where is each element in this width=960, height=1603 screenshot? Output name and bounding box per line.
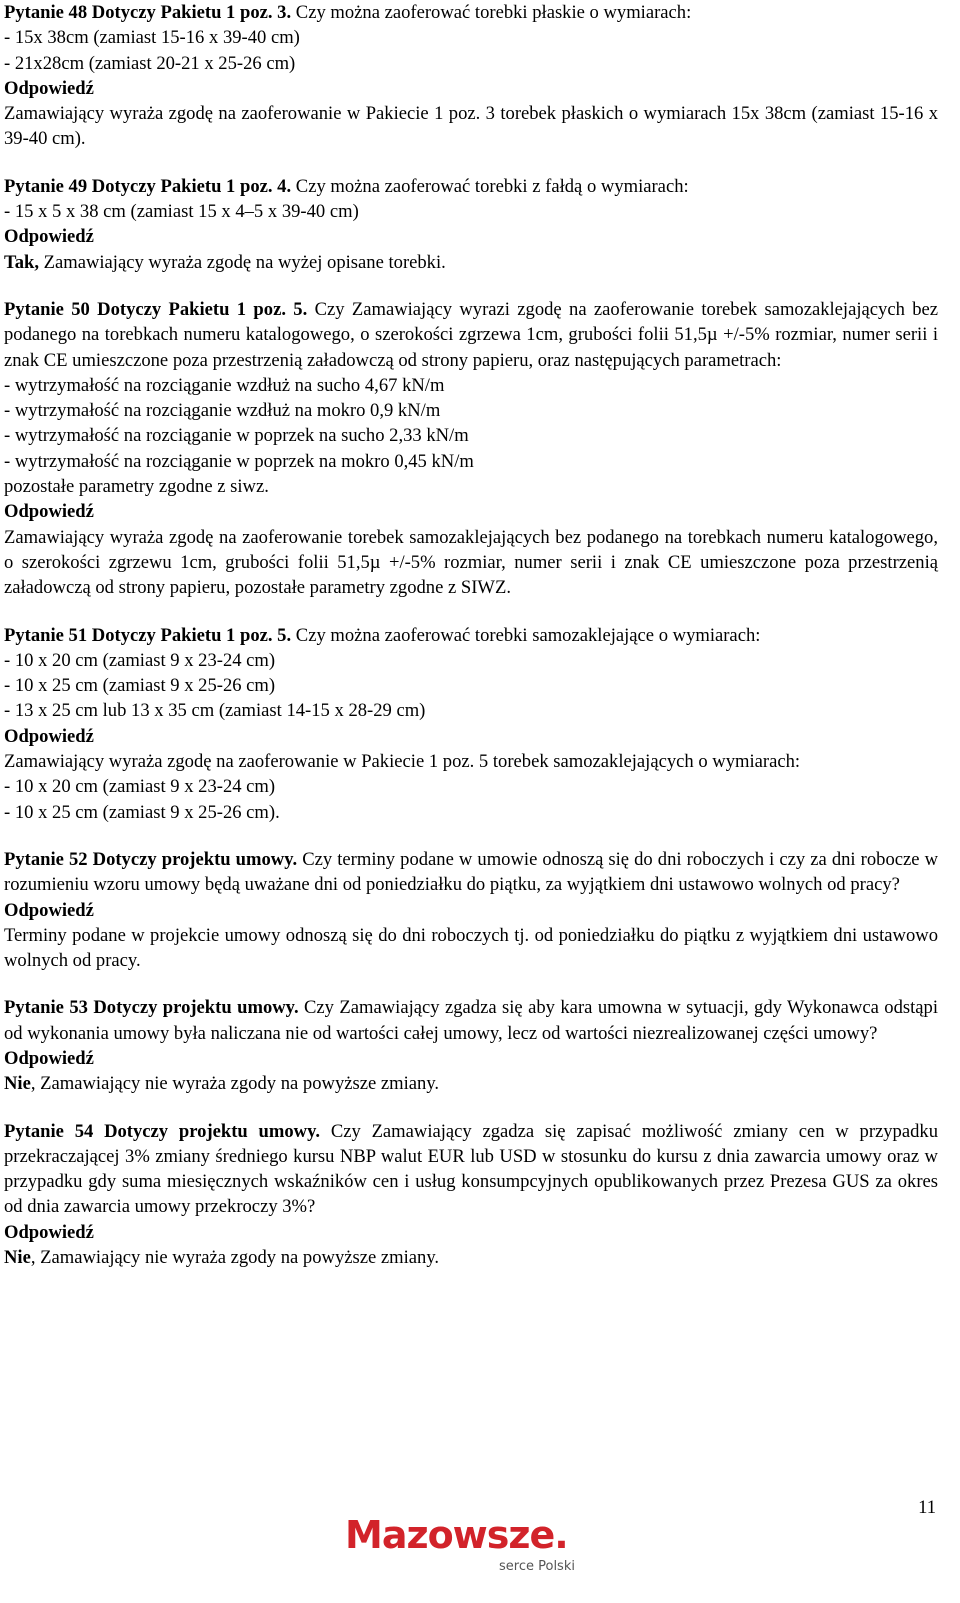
list-item: - wytrzymałość na rozciąganie w poprzek na sucho 2,33 kN/m: [4, 425, 469, 447]
answer-text: Zamawiający wyraża zgodę na zaoferowanie torebek samozaklejających bez podanego na torebkach numeru katalogowego, o szerokości zgrzewu 1cm, grubości folii 51,5µ +/-5% rozmiar, numer serii i znak CE umieszczone poza przestrzenią załadowczą od strony papieru, pozostałe parametry zgodne z SIWZ.: [4, 526, 938, 599]
mazowsze-logo: [345, 1513, 585, 1593]
question-heading: Pytanie 52 Dotyczy projektu umowy.: [4, 848, 298, 870]
question-heading: Pytanie 49 Dotyczy Pakietu 1 poz. 4.: [4, 175, 292, 197]
question-50: [4, 297, 938, 601]
question-text: Pytanie 49 Dotyczy Pakietu 1 poz. 4. Czy można zaoferować torebki z fałdą o wymiarach:: [4, 175, 689, 197]
answer-text: Nie, Zamawiający nie wyraża zgody na powyższe zmiany.: [4, 1247, 440, 1269]
list-item: - wytrzymałość na rozciąganie wzdłuż na sucho 4,67 kN/m: [4, 374, 445, 396]
question-text: Pytanie 52 Dotyczy projektu umowy. Czy terminy podane w umowie odnoszą się do dni roboczych i czy za dni robocze w rozumieniu wzoru umowy będą uważane dni od poniedziałku do piątku, za wyjątkiem dni ustawowo wolnych od pracy?: [4, 848, 939, 896]
answer-heading: Odpowiedź: [4, 899, 94, 921]
logo-tagline: serce Polski: [499, 1559, 575, 1574]
question-text: Pytanie 53 Dotyczy projektu umowy. Czy Zamawiający zgadza się aby kara umowna w sytuacji, gdy Wykonawca odstąpi od wykonania umowy była naliczana nie od wartości całej umowy, lecz od wartości niezrealizowanej części umowy?: [4, 997, 938, 1044]
logo-wordmark: Mazowsze.: [345, 1513, 568, 1557]
list-item: - 10 x 20 cm (zamiast 9 x 23-24 cm): [4, 649, 276, 671]
list-item: - 10 x 20 cm (zamiast 9 x 23-24 cm): [4, 776, 276, 798]
list-item: - wytrzymałość na rozciąganie wzdłuż na mokro 0,9 kN/m: [4, 400, 441, 422]
answer-text: Zamawiający wyraża zgodę na zaoferowanie w Pakiecie 1 poz. 5 torebek samozaklejających o wymiarach:: [4, 751, 801, 773]
answer-heading: Odpowiedź: [4, 77, 94, 99]
answer-heading: Odpowiedź: [4, 501, 94, 523]
list-item: - 10 x 25 cm (zamiast 9 x 25-26 cm): [4, 675, 276, 697]
list-item: - 10 x 25 cm (zamiast 9 x 25-26 cm).: [4, 801, 280, 823]
answer-text: Nie, Zamawiający nie wyraża zgody na powyższe zmiany.: [4, 1073, 440, 1095]
page-number: 11: [918, 1497, 936, 1518]
question-48: [4, 0, 938, 152]
list-item: - 21x28cm (zamiast 20-21 x 25-26 cm): [4, 52, 296, 74]
question-heading: Pytanie 51 Dotyczy Pakietu 1 poz. 5.: [4, 624, 292, 646]
question-text: Pytanie 50 Dotyczy Pakietu 1 poz. 5. Czy Zamawiający wyrazi zgodę na zaoferowanie torebek samozaklejających bez podanego na torebkach numeru katalogowego, o szerokości zgrzewa 1cm, grubości folii 51,5µ +/-5% rozmiar, numer serii i znak CE umieszczone poza przestrzenią załadowczą od strony papieru, oraz następujących parametrach:: [4, 298, 939, 371]
question-text: Pytanie 54 Dotyczy projektu umowy. Czy Zamawiający zgadza się zapisać możliwość zmiany cen w przypadku przekraczającej 3% zmiany średniego kursu NBP walut EUR lub USD w stosunku do kursu z dnia zawarcia umowy oraz w przypadku gdy suma miesięcznych wskaźników cen i usług konsumpcyjnych opublikowanych przez Prezesa GUS za okres od dnia zawarcia umowy przekroczy 3%?: [4, 1120, 939, 1218]
question-heading: Pytanie 50 Dotyczy Pakietu 1 poz. 5.: [4, 298, 308, 320]
list-item: pozostałe parametry zgodne z siwz.: [4, 476, 269, 498]
question-54: [4, 1119, 938, 1271]
answer-heading: Odpowiedź: [4, 725, 94, 747]
question-heading: Pytanie 53 Dotyczy projektu umowy.: [4, 997, 299, 1019]
question-52: [4, 847, 938, 973]
question-49: [4, 174, 938, 275]
list-item: - wytrzymałość na rozciąganie w poprzek na mokro 0,45 kN/m: [4, 450, 474, 472]
answer-text: Zamawiający wyraża zgodę na zaoferowanie w Pakiecie 1 poz. 3 torebek płaskich o wymiarach 15x 38cm (zamiast 15-16 x 39-40 cm).: [4, 103, 938, 150]
answer-heading: Odpowiedź: [4, 226, 94, 248]
list-item: - 15x 38cm (zamiast 15-16 x 39-40 cm): [4, 27, 300, 49]
answer-text: Terminy podane w projekcie umowy odnoszą się do dni roboczych tj. od poniedziałku do piątku z wyjątkiem dni ustawowo wolnych od pracy.: [4, 924, 938, 972]
question-text: Pytanie 51 Dotyczy Pakietu 1 poz. 5. Czy można zaoferować torebki samozaklejające o wymiarach:: [4, 624, 761, 646]
list-item: - 15 x 5 x 38 cm (zamiast 15 x 4–5 x 39-40 cm): [4, 201, 359, 223]
document-page: [4, 0, 938, 1270]
question-53: [4, 995, 938, 1096]
question-51: [4, 623, 938, 825]
question-heading: Pytanie 48 Dotyczy Pakietu 1 poz. 3.: [4, 2, 292, 23]
answer-text: Tak, Zamawiający wyraża zgodę na wyżej opisane torebki.: [4, 251, 446, 273]
list-item: - 13 x 25 cm lub 13 x 35 cm (zamiast 14-15 x 28-29 cm): [4, 700, 426, 722]
question-text: Pytanie 48 Dotyczy Pakietu 1 poz. 3. Czy można zaoferować torebki płaskie o wymiarach:: [4, 2, 692, 23]
answer-heading: Odpowiedź: [4, 1047, 94, 1069]
answer-heading: Odpowiedź: [4, 1221, 94, 1243]
question-heading: Pytanie 54 Dotyczy projektu umowy.: [4, 1120, 321, 1142]
